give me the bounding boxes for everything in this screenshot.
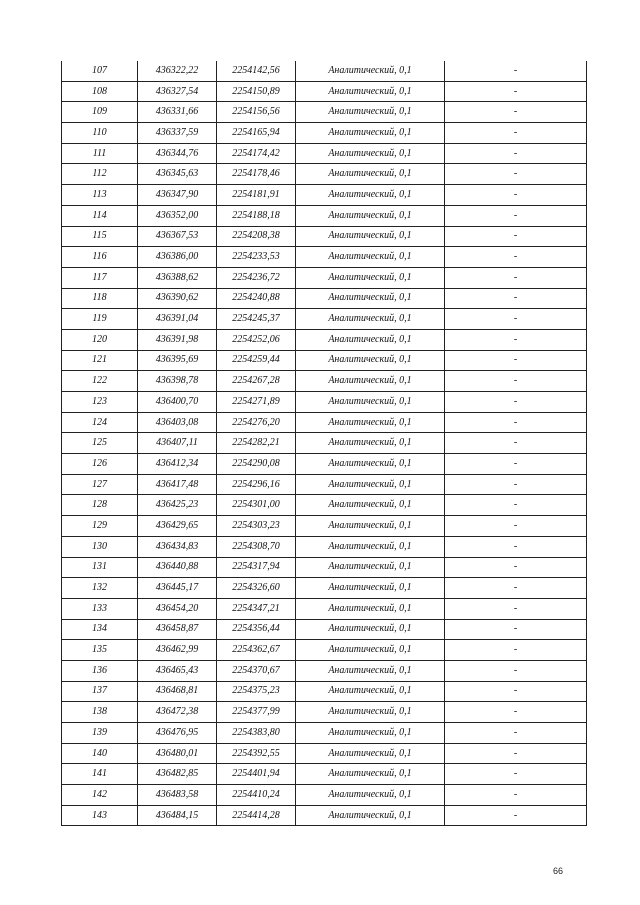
point-number-cell: 111 (62, 143, 138, 164)
y-coordinate-cell: 2254267,28 (217, 371, 296, 392)
x-coordinate-cell: 436476,95 (138, 723, 217, 744)
description-cell: - (445, 288, 587, 309)
x-coordinate-cell: 436454,20 (138, 598, 217, 619)
description-cell: - (445, 785, 587, 806)
method-accuracy-cell: Аналитический, 0,1 (296, 536, 445, 557)
y-coordinate-cell: 2254252,06 (217, 329, 296, 350)
method-accuracy-cell: Аналитический, 0,1 (296, 598, 445, 619)
table-row (62, 640, 587, 661)
point-number-cell: 123 (62, 392, 138, 413)
point-number-cell: 110 (62, 123, 138, 144)
description-cell: - (445, 516, 587, 537)
point-number-cell: 129 (62, 516, 138, 537)
x-coordinate-cell: 436403,08 (138, 412, 217, 433)
point-number-cell: 107 (62, 61, 138, 81)
y-coordinate-cell: 2254178,46 (217, 164, 296, 185)
method-accuracy-cell: Аналитический, 0,1 (296, 123, 445, 144)
table-row (62, 371, 587, 392)
table-row (62, 412, 587, 433)
y-coordinate-cell: 2254236,72 (217, 267, 296, 288)
description-cell: - (445, 660, 587, 681)
x-coordinate-cell: 436407,11 (138, 433, 217, 454)
x-coordinate-cell: 436412,34 (138, 454, 217, 475)
y-coordinate-cell: 2254208,38 (217, 226, 296, 247)
table-row (62, 205, 587, 226)
x-coordinate-cell: 436398,78 (138, 371, 217, 392)
method-accuracy-cell: Аналитический, 0,1 (296, 454, 445, 475)
table-row (62, 392, 587, 413)
table-row (62, 516, 587, 537)
method-accuracy-cell: Аналитический, 0,1 (296, 309, 445, 330)
table-row (62, 81, 587, 102)
x-coordinate-cell: 436322,22 (138, 61, 217, 81)
table-row (62, 102, 587, 123)
x-coordinate-cell: 436352,00 (138, 205, 217, 226)
description-cell: - (445, 805, 587, 826)
y-coordinate-cell: 2254414,28 (217, 805, 296, 826)
x-coordinate-cell: 436468,81 (138, 681, 217, 702)
point-number-cell: 114 (62, 205, 138, 226)
description-cell: - (445, 309, 587, 330)
point-number-cell: 120 (62, 329, 138, 350)
description-cell: - (445, 247, 587, 268)
x-coordinate-cell: 436484,15 (138, 805, 217, 826)
x-coordinate-cell: 436391,98 (138, 329, 217, 350)
y-coordinate-cell: 2254282,21 (217, 433, 296, 454)
x-coordinate-cell: 436386,00 (138, 247, 217, 268)
y-coordinate-cell: 2254233,53 (217, 247, 296, 268)
y-coordinate-cell: 2254271,89 (217, 392, 296, 413)
point-number-cell: 127 (62, 474, 138, 495)
y-coordinate-cell: 2254356,44 (217, 619, 296, 640)
coordinates-table-body (62, 61, 587, 826)
x-coordinate-cell: 436331,66 (138, 102, 217, 123)
description-cell: - (445, 267, 587, 288)
description-cell: - (445, 495, 587, 516)
y-coordinate-cell: 2254317,94 (217, 557, 296, 578)
x-coordinate-cell: 436327,54 (138, 81, 217, 102)
point-number-cell: 143 (62, 805, 138, 826)
method-accuracy-cell: Аналитический, 0,1 (296, 723, 445, 744)
table-row (62, 61, 587, 81)
y-coordinate-cell: 2254375,23 (217, 681, 296, 702)
y-coordinate-cell: 2254174,42 (217, 143, 296, 164)
table-row (62, 123, 587, 144)
point-number-cell: 140 (62, 743, 138, 764)
y-coordinate-cell: 2254383,80 (217, 723, 296, 744)
x-coordinate-cell: 436472,38 (138, 702, 217, 723)
description-cell: - (445, 123, 587, 144)
method-accuracy-cell: Аналитический, 0,1 (296, 433, 445, 454)
point-number-cell: 142 (62, 785, 138, 806)
method-accuracy-cell: Аналитический, 0,1 (296, 185, 445, 206)
method-accuracy-cell: Аналитический, 0,1 (296, 329, 445, 350)
description-cell: - (445, 371, 587, 392)
table-row (62, 743, 587, 764)
x-coordinate-cell: 436417,48 (138, 474, 217, 495)
description-cell: - (445, 164, 587, 185)
point-number-cell: 135 (62, 640, 138, 661)
method-accuracy-cell: Аналитический, 0,1 (296, 267, 445, 288)
table-row (62, 309, 587, 330)
y-coordinate-cell: 2254290,08 (217, 454, 296, 475)
point-number-cell: 122 (62, 371, 138, 392)
x-coordinate-cell: 436440,88 (138, 557, 217, 578)
method-accuracy-cell: Аналитический, 0,1 (296, 640, 445, 661)
method-accuracy-cell: Аналитический, 0,1 (296, 805, 445, 826)
point-number-cell: 121 (62, 350, 138, 371)
table-row (62, 785, 587, 806)
table-row (62, 329, 587, 350)
method-accuracy-cell: Аналитический, 0,1 (296, 164, 445, 185)
description-cell: - (445, 226, 587, 247)
table-row (62, 247, 587, 268)
table-row (62, 619, 587, 640)
point-number-cell: 130 (62, 536, 138, 557)
y-coordinate-cell: 2254165,94 (217, 123, 296, 144)
table-row (62, 598, 587, 619)
table-row (62, 267, 587, 288)
table-row (62, 495, 587, 516)
x-coordinate-cell: 436388,62 (138, 267, 217, 288)
method-accuracy-cell: Аналитический, 0,1 (296, 764, 445, 785)
description-cell: - (445, 412, 587, 433)
x-coordinate-cell: 436395,69 (138, 350, 217, 371)
point-number-cell: 116 (62, 247, 138, 268)
x-coordinate-cell: 436337,59 (138, 123, 217, 144)
y-coordinate-cell: 2254377,99 (217, 702, 296, 723)
point-number-cell: 134 (62, 619, 138, 640)
y-coordinate-cell: 2254276,20 (217, 412, 296, 433)
table-row (62, 226, 587, 247)
x-coordinate-cell: 436480,01 (138, 743, 217, 764)
x-coordinate-cell: 436458,87 (138, 619, 217, 640)
description-cell: - (445, 474, 587, 495)
point-number-cell: 138 (62, 702, 138, 723)
x-coordinate-cell: 436482,85 (138, 764, 217, 785)
method-accuracy-cell: Аналитический, 0,1 (296, 578, 445, 599)
description-cell: - (445, 205, 587, 226)
point-number-cell: 137 (62, 681, 138, 702)
description-cell: - (445, 681, 587, 702)
description-cell: - (445, 598, 587, 619)
point-number-cell: 118 (62, 288, 138, 309)
y-coordinate-cell: 2254301,00 (217, 495, 296, 516)
method-accuracy-cell: Аналитический, 0,1 (296, 743, 445, 764)
y-coordinate-cell: 2254326,60 (217, 578, 296, 599)
y-coordinate-cell: 2254401,94 (217, 764, 296, 785)
table-row (62, 578, 587, 599)
y-coordinate-cell: 2254347,21 (217, 598, 296, 619)
description-cell: - (445, 350, 587, 371)
y-coordinate-cell: 2254303,23 (217, 516, 296, 537)
point-number-cell: 109 (62, 102, 138, 123)
x-coordinate-cell: 436465,43 (138, 660, 217, 681)
description-cell: - (445, 557, 587, 578)
x-coordinate-cell: 436344,76 (138, 143, 217, 164)
table-row (62, 143, 587, 164)
description-cell: - (445, 702, 587, 723)
method-accuracy-cell: Аналитический, 0,1 (296, 412, 445, 433)
method-accuracy-cell: Аналитический, 0,1 (296, 288, 445, 309)
y-coordinate-cell: 2254142,56 (217, 61, 296, 81)
table-row (62, 805, 587, 826)
description-cell: - (445, 454, 587, 475)
table-row (62, 164, 587, 185)
method-accuracy-cell: Аналитический, 0,1 (296, 392, 445, 413)
method-accuracy-cell: Аналитический, 0,1 (296, 61, 445, 81)
point-number-cell: 108 (62, 81, 138, 102)
point-number-cell: 112 (62, 164, 138, 185)
y-coordinate-cell: 2254150,89 (217, 81, 296, 102)
method-accuracy-cell: Аналитический, 0,1 (296, 785, 445, 806)
y-coordinate-cell: 2254240,88 (217, 288, 296, 309)
table-row (62, 702, 587, 723)
description-cell: - (445, 536, 587, 557)
table-row (62, 536, 587, 557)
table-row (62, 681, 587, 702)
x-coordinate-cell: 436390,62 (138, 288, 217, 309)
description-cell: - (445, 143, 587, 164)
method-accuracy-cell: Аналитический, 0,1 (296, 681, 445, 702)
method-accuracy-cell: Аналитический, 0,1 (296, 350, 445, 371)
point-number-cell: 141 (62, 764, 138, 785)
x-coordinate-cell: 436483,58 (138, 785, 217, 806)
x-coordinate-cell: 436391,04 (138, 309, 217, 330)
point-number-cell: 119 (62, 309, 138, 330)
method-accuracy-cell: Аналитический, 0,1 (296, 371, 445, 392)
table-row (62, 433, 587, 454)
method-accuracy-cell: Аналитический, 0,1 (296, 81, 445, 102)
coordinates-table (61, 61, 587, 826)
method-accuracy-cell: Аналитический, 0,1 (296, 247, 445, 268)
point-number-cell: 113 (62, 185, 138, 206)
description-cell: - (445, 578, 587, 599)
method-accuracy-cell: Аналитический, 0,1 (296, 474, 445, 495)
description-cell: - (445, 764, 587, 785)
method-accuracy-cell: Аналитический, 0,1 (296, 516, 445, 537)
method-accuracy-cell: Аналитический, 0,1 (296, 226, 445, 247)
table-row (62, 185, 587, 206)
y-coordinate-cell: 2254245,37 (217, 309, 296, 330)
point-number-cell: 136 (62, 660, 138, 681)
y-coordinate-cell: 2254188,18 (217, 205, 296, 226)
point-number-cell: 139 (62, 723, 138, 744)
x-coordinate-cell: 436367,53 (138, 226, 217, 247)
point-number-cell: 126 (62, 454, 138, 475)
method-accuracy-cell: Аналитический, 0,1 (296, 143, 445, 164)
method-accuracy-cell: Аналитический, 0,1 (296, 205, 445, 226)
y-coordinate-cell: 2254362,67 (217, 640, 296, 661)
table-row (62, 764, 587, 785)
y-coordinate-cell: 2254410,24 (217, 785, 296, 806)
x-coordinate-cell: 436425,23 (138, 495, 217, 516)
y-coordinate-cell: 2254392,55 (217, 743, 296, 764)
method-accuracy-cell: Аналитический, 0,1 (296, 557, 445, 578)
description-cell: - (445, 433, 587, 454)
y-coordinate-cell: 2254181,91 (217, 185, 296, 206)
method-accuracy-cell: Аналитический, 0,1 (296, 495, 445, 516)
point-number-cell: 125 (62, 433, 138, 454)
x-coordinate-cell: 436445,17 (138, 578, 217, 599)
table-row (62, 660, 587, 681)
description-cell: - (445, 640, 587, 661)
method-accuracy-cell: Аналитический, 0,1 (296, 619, 445, 640)
description-cell: - (445, 392, 587, 413)
description-cell: - (445, 102, 587, 123)
description-cell: - (445, 185, 587, 206)
description-cell: - (445, 619, 587, 640)
y-coordinate-cell: 2254296,16 (217, 474, 296, 495)
point-number-cell: 117 (62, 267, 138, 288)
description-cell: - (445, 81, 587, 102)
x-coordinate-cell: 436347,90 (138, 185, 217, 206)
y-coordinate-cell: 2254156,56 (217, 102, 296, 123)
table-row (62, 454, 587, 475)
point-number-cell: 124 (62, 412, 138, 433)
description-cell: - (445, 723, 587, 744)
y-coordinate-cell: 2254259,44 (217, 350, 296, 371)
table-row (62, 557, 587, 578)
x-coordinate-cell: 436345,63 (138, 164, 217, 185)
point-number-cell: 115 (62, 226, 138, 247)
table-row (62, 350, 587, 371)
page-number: 66 (552, 866, 563, 876)
table-row (62, 723, 587, 744)
y-coordinate-cell: 2254308,70 (217, 536, 296, 557)
y-coordinate-cell: 2254370,67 (217, 660, 296, 681)
x-coordinate-cell: 436462,99 (138, 640, 217, 661)
table-row (62, 474, 587, 495)
x-coordinate-cell: 436400,70 (138, 392, 217, 413)
x-coordinate-cell: 436429,65 (138, 516, 217, 537)
description-cell: - (445, 743, 587, 764)
method-accuracy-cell: Аналитический, 0,1 (296, 702, 445, 723)
table-row (62, 288, 587, 309)
point-number-cell: 128 (62, 495, 138, 516)
point-number-cell: 133 (62, 598, 138, 619)
point-number-cell: 132 (62, 578, 138, 599)
point-number-cell: 131 (62, 557, 138, 578)
x-coordinate-cell: 436434,83 (138, 536, 217, 557)
description-cell: - (445, 61, 587, 81)
method-accuracy-cell: Аналитический, 0,1 (296, 102, 445, 123)
description-cell: - (445, 329, 587, 350)
method-accuracy-cell: Аналитический, 0,1 (296, 660, 445, 681)
